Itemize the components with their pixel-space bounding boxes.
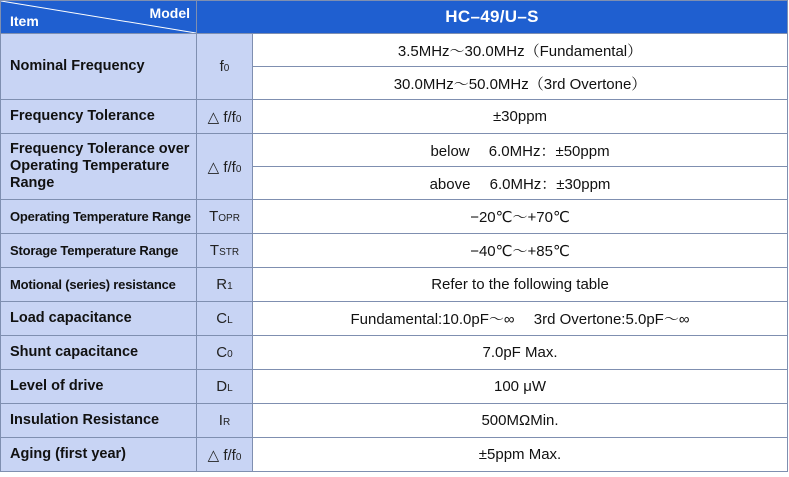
table-row-operating-temp (1, 200, 788, 234)
value-operating-temp: −20℃〜+70℃ (253, 200, 788, 234)
symbol-freq-tol-temp: △ f/f0 (197, 134, 253, 200)
symbol-nominal-frequency: f0 (197, 34, 253, 100)
model-name: HC–49/U–S (197, 1, 788, 34)
symbol-motional-resistance: R1 (197, 268, 253, 302)
item-nominal-frequency: Nominal Frequency (1, 34, 197, 100)
value-insulation-resistance: 500MΩMin. (253, 404, 788, 438)
symbol-level-of-drive: DL (197, 370, 253, 404)
value-freq-tol-above: above 6.0MHz：±30ppm (253, 167, 788, 200)
value-storage-temp: −40℃〜+85℃ (253, 234, 788, 268)
item-motional-resistance: Motional (series) resistance (1, 268, 197, 302)
table-row-aging (1, 438, 788, 472)
value-shunt-capacitance: 7.0pF Max. (253, 336, 788, 370)
item-shunt-capacitance: Shunt capacitance (1, 336, 197, 370)
table-row-insulation-resistance (1, 404, 788, 438)
table-row-level-of-drive (1, 370, 788, 404)
table-row-load-capacitance (1, 302, 788, 336)
table-row-motional-resistance (1, 268, 788, 302)
symbol-storage-temp: TSTR (197, 234, 253, 268)
symbol-load-capacitance: CL (197, 302, 253, 336)
table-row-nominal-frequency (1, 34, 788, 67)
item-aging: Aging (first year) (1, 438, 197, 472)
table-row-shunt-capacitance (1, 336, 788, 370)
value-freq-tol-below: below 6.0MHz：±50ppm (253, 134, 788, 167)
value-aging: ±5ppm Max. (253, 438, 788, 472)
item-insulation-resistance: Insulation Resistance (1, 404, 197, 438)
item-frequency-tolerance: Frequency Tolerance (1, 100, 197, 134)
table-row-storage-temp (1, 234, 788, 268)
item-freq-tol-temp: Frequency Tolerance over Operating Temperature Range (1, 134, 197, 200)
value-frequency-tolerance: ±30ppm (253, 100, 788, 134)
model-header-label: Model (149, 5, 190, 21)
symbol-operating-temp: TOPR (197, 200, 253, 234)
item-header-label: Item (10, 13, 39, 29)
symbol-frequency-tolerance: △ f/f0 (197, 100, 253, 134)
symbol-aging: △ f/f0 (197, 438, 253, 472)
value-nominal-frequency-overtone: 30.0MHz〜50.0MHz（3rd Overtone） (253, 67, 788, 100)
value-level-of-drive: 100 μW (253, 370, 788, 404)
value-motional-resistance: Refer to the following table (253, 268, 788, 302)
table-row-frequency-tolerance (1, 100, 788, 134)
item-storage-temp: Storage Temperature Range (1, 234, 197, 268)
table-row-freq-tol-temp (1, 134, 788, 167)
item-operating-temp: Operating Temperature Range (1, 200, 197, 234)
item-level-of-drive: Level of drive (1, 370, 197, 404)
item-load-capacitance: Load capacitance (1, 302, 197, 336)
header-row (1, 1, 788, 34)
header-corner-cell (1, 1, 197, 34)
symbol-shunt-capacitance: C0 (197, 336, 253, 370)
symbol-insulation-resistance: IR (197, 404, 253, 438)
value-nominal-frequency-fundamental: 3.5MHz〜30.0MHz（Fundamental） (253, 34, 788, 67)
value-load-capacitance: Fundamental:10.0pF〜∞ 3rd Overtone:5.0pF〜∞ (253, 302, 788, 336)
